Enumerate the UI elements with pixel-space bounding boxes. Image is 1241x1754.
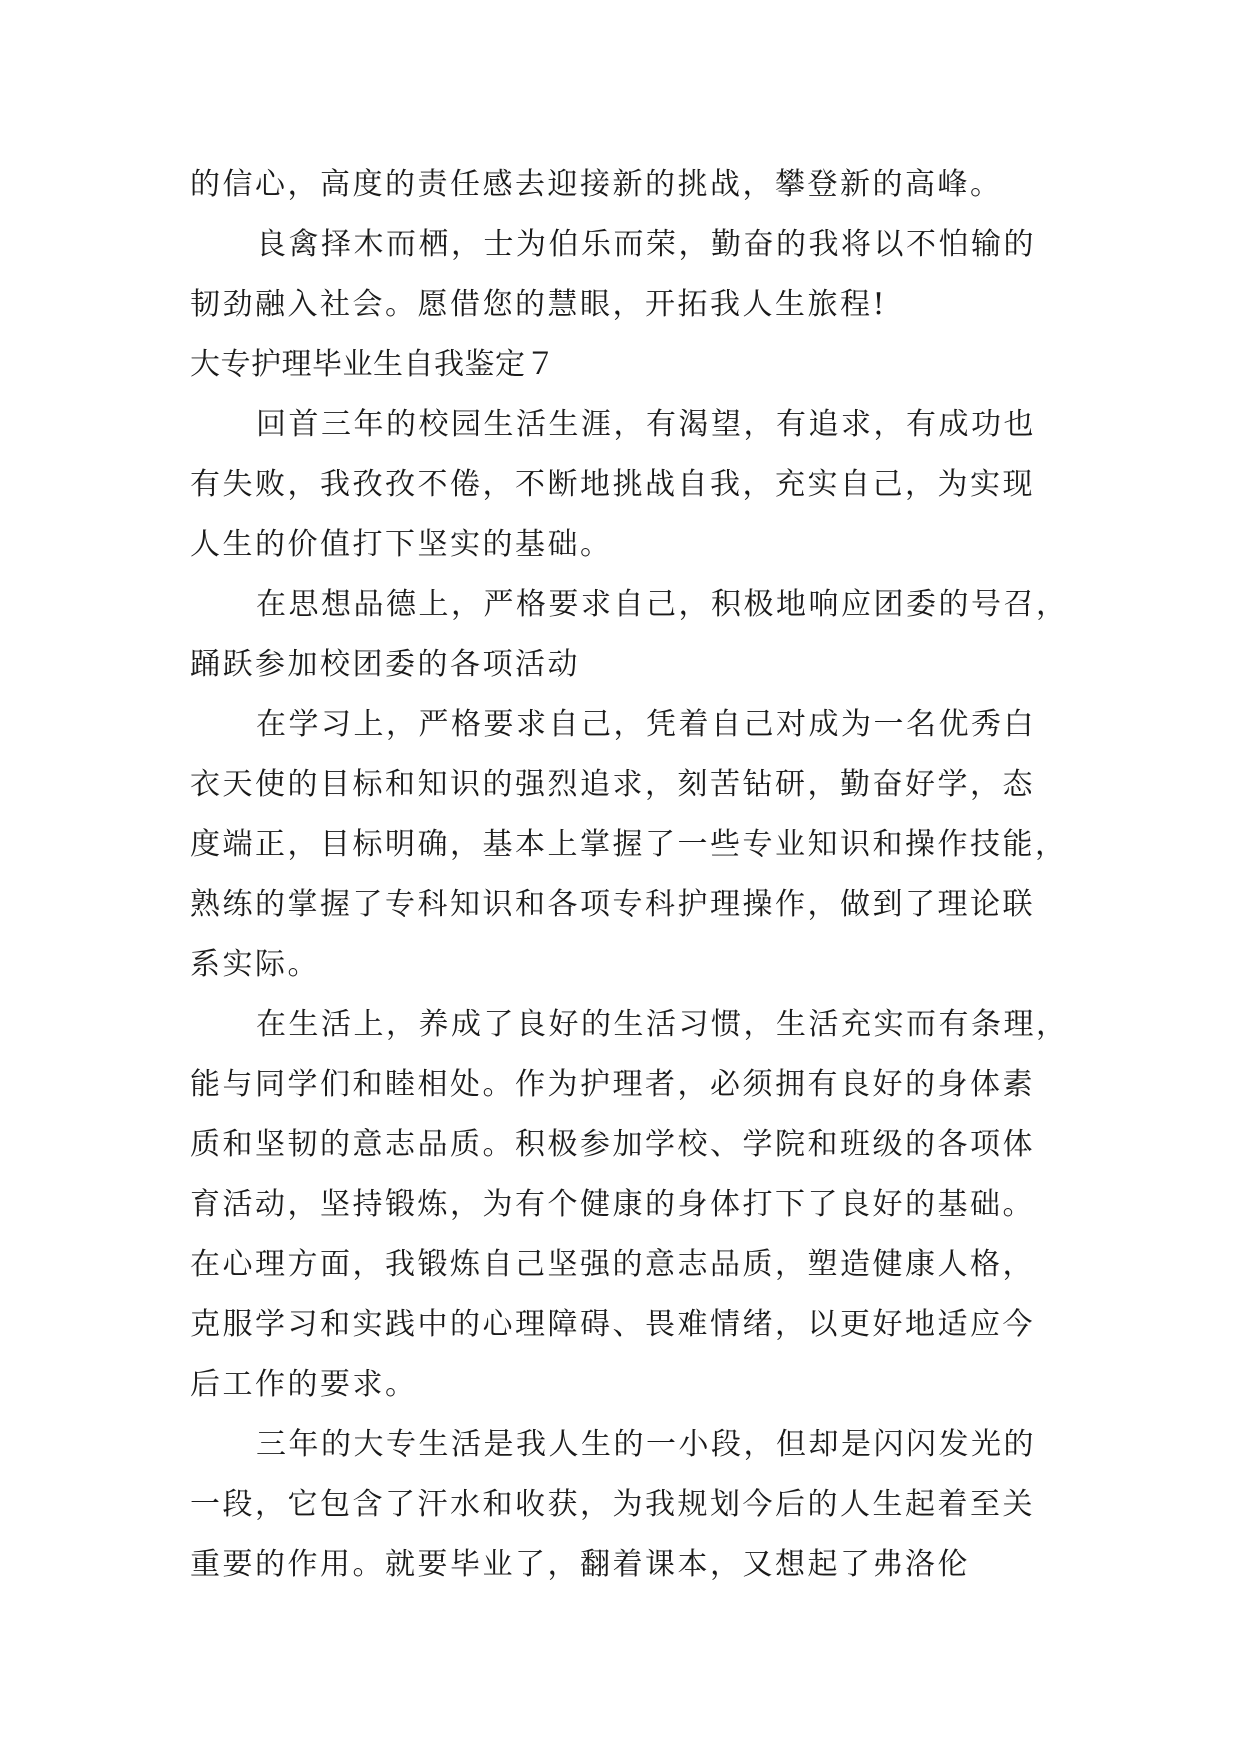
- text-line: 后工作的要求。: [190, 1367, 418, 1402]
- text-line: 克服学习和实践中的心理障碍、畏难情绪，以更好地适应今: [190, 1307, 1035, 1342]
- paragraph-start-line: 三年的大专生活是我人生的一小段，但却是闪闪发光的: [256, 1427, 1036, 1462]
- text-line: 在心理方面，我锻炼自己坚强的意志品质，塑造健康人格，: [190, 1247, 1035, 1282]
- paragraph-start-line: 在学习上，严格要求自己，凭着自己对成为一名优秀白: [256, 707, 1036, 742]
- section-heading: 大专护理毕业生自我鉴定７: [190, 347, 556, 382]
- text-line: 能与同学们和睦相处。作为护理者，必须拥有良好的身体素: [190, 1067, 1035, 1102]
- text-line: 质和坚韧的意志品质。积极参加学校、学院和班级的各项体: [190, 1127, 1035, 1162]
- text-line: 系实际。: [190, 947, 320, 982]
- text-line: 踊跃参加校团委的各项活动: [190, 647, 580, 682]
- text-line: 有失败，我孜孜不倦，不断地挑战自我，充实自己，为实现: [190, 467, 1035, 502]
- paragraph-start-line: 良禽择木而栖，士为伯乐而荣，勤奋的我将以不怕输的: [256, 227, 1036, 262]
- text-line: 熟练的掌握了专科知识和各项专科护理操作，做到了理论联: [190, 887, 1035, 922]
- paragraph-start-line: 回首三年的校园生活生涯，有渴望，有追求，有成功也: [256, 407, 1036, 442]
- paragraph-start-line: 在生活上，养成了良好的生活习惯，生活充实而有条理，: [256, 1007, 1069, 1042]
- text-line: 度端正，目标明确，基本上掌握了一些专业知识和操作技能，: [190, 827, 1068, 862]
- text-line: 韧劲融入社会。愿借您的慧眼，开拓我人生旅程!: [190, 287, 888, 322]
- text-line: 育活动，坚持锻炼，为有个健康的身体打下了良好的基础。: [190, 1187, 1035, 1222]
- paragraph-start-line: 在思想品德上，严格要求自己，积极地响应团委的号召，: [256, 587, 1069, 622]
- text-line: 重要的作用。就要毕业了，翻着课本，又想起了弗洛伦: [190, 1547, 970, 1582]
- document-body: [190, 155, 1069, 1595]
- text-line: 人生的价值打下坚实的基础。: [190, 527, 613, 562]
- text-line: 衣天使的目标和知识的强烈追求，刻苦钻研，勤奋好学，态: [190, 767, 1035, 802]
- text-line: 的信心，高度的责任感去迎接新的挑战，攀登新的高峰。: [190, 167, 1003, 202]
- text-line: 一段，它包含了汗水和收获，为我规划今后的人生起着至关: [190, 1487, 1035, 1522]
